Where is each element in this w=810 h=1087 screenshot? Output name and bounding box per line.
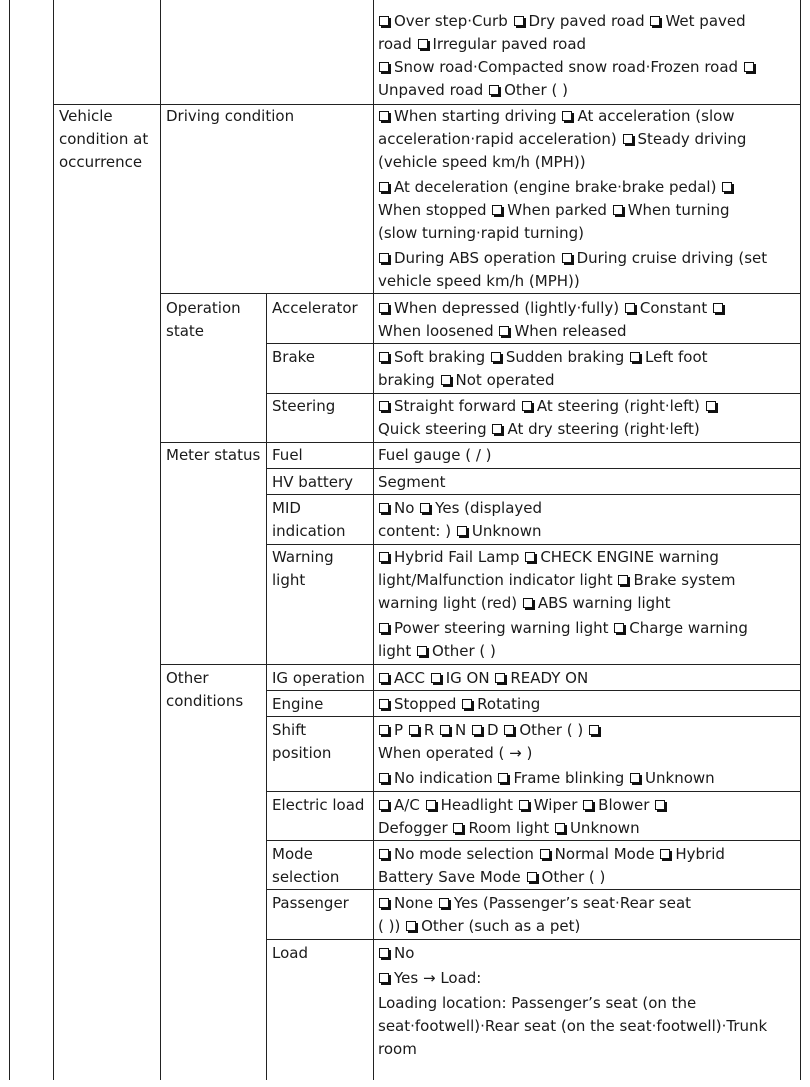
brake-label: Brake bbox=[272, 348, 316, 366]
checkbox-icon[interactable] bbox=[583, 800, 593, 810]
option-label: Dry paved road bbox=[528, 12, 650, 30]
option-line bbox=[378, 56, 759, 79]
checkbox-icon[interactable] bbox=[379, 800, 389, 810]
checkbox-icon[interactable] bbox=[555, 823, 565, 833]
option-label: Wiper bbox=[533, 796, 583, 814]
ig-operation-options bbox=[378, 667, 588, 690]
checkbox-icon[interactable] bbox=[439, 898, 449, 908]
row-divider bbox=[266, 544, 801, 545]
label-line: state bbox=[166, 322, 204, 340]
mode-selection-options bbox=[378, 843, 725, 889]
meter-status-label: Meter status bbox=[166, 446, 261, 464]
checkbox-icon[interactable] bbox=[492, 424, 502, 434]
ig-operation-label: IG operation bbox=[272, 669, 365, 687]
checkbox-icon[interactable] bbox=[706, 401, 716, 411]
option-line bbox=[378, 992, 767, 1015]
option-label: Other ( ) bbox=[504, 81, 568, 99]
option-label: None bbox=[394, 894, 438, 912]
checkbox-icon[interactable] bbox=[713, 303, 723, 313]
option-line bbox=[378, 346, 708, 369]
option-label: When turning bbox=[627, 201, 730, 219]
table-border-left bbox=[9, 0, 10, 1080]
option-label: A/C bbox=[394, 796, 425, 814]
option-text: (vehicle speed km/h (MPH)) bbox=[378, 153, 586, 171]
option-line bbox=[378, 693, 540, 716]
option-label: When starting driving bbox=[394, 107, 562, 125]
label-line: indication bbox=[272, 522, 346, 540]
checkbox-icon[interactable] bbox=[379, 182, 389, 192]
checkbox-icon[interactable] bbox=[457, 526, 467, 536]
option-line bbox=[378, 395, 721, 418]
option-line bbox=[378, 592, 748, 615]
steering-label: Steering bbox=[272, 397, 336, 415]
fuel-label: Fuel bbox=[272, 446, 303, 464]
option-line bbox=[378, 105, 767, 128]
option-label: Other ( ) bbox=[519, 721, 588, 739]
checkbox-icon[interactable] bbox=[379, 623, 389, 633]
option-text: Fuel gauge ( / ) bbox=[378, 446, 492, 464]
option-line bbox=[378, 369, 708, 392]
option-line bbox=[378, 33, 759, 56]
checkbox-icon[interactable] bbox=[462, 699, 472, 709]
checkbox-icon[interactable] bbox=[379, 898, 389, 908]
row-divider bbox=[266, 343, 801, 344]
checkbox-icon[interactable] bbox=[420, 503, 430, 513]
checkbox-icon[interactable] bbox=[522, 401, 532, 411]
option-label: Unknown bbox=[569, 819, 640, 837]
option-line bbox=[378, 617, 748, 640]
row-divider bbox=[266, 690, 801, 691]
checkbox-icon[interactable] bbox=[618, 575, 628, 585]
checkbox-icon[interactable] bbox=[379, 503, 389, 513]
option-label: At steering (right·left) bbox=[536, 397, 705, 415]
option-line bbox=[378, 247, 767, 270]
option-label: No mode selection bbox=[394, 845, 539, 863]
option-label: Headlight bbox=[440, 796, 518, 814]
option-line bbox=[378, 546, 748, 569]
row-divider bbox=[266, 939, 801, 940]
checkbox-icon[interactable] bbox=[499, 326, 509, 336]
option-label: No indication bbox=[394, 769, 498, 787]
option-line bbox=[378, 967, 767, 990]
label-line: MID bbox=[272, 499, 301, 517]
option-label: Straight forward bbox=[394, 397, 521, 415]
option-label: Not operated bbox=[455, 371, 555, 389]
checkbox-icon[interactable] bbox=[614, 623, 624, 633]
option-line bbox=[378, 1038, 767, 1061]
option-label: R bbox=[423, 721, 440, 739]
checkbox-icon[interactable] bbox=[498, 773, 508, 783]
option-line bbox=[378, 418, 721, 441]
option-text: ( )) bbox=[378, 917, 406, 935]
table-column-divider-2 bbox=[160, 0, 161, 1080]
option-text: vehicle speed km/h (MPH)) bbox=[378, 272, 580, 290]
checkbox-icon[interactable] bbox=[379, 16, 389, 26]
checkbox-icon[interactable] bbox=[472, 725, 482, 735]
checkbox-icon[interactable] bbox=[514, 16, 524, 26]
option-label: ACC bbox=[394, 669, 430, 687]
checkbox-icon[interactable] bbox=[379, 849, 389, 859]
checkbox-icon[interactable] bbox=[379, 552, 389, 562]
label-line: light bbox=[272, 571, 306, 589]
option-line bbox=[378, 794, 670, 817]
row-divider bbox=[160, 442, 801, 443]
option-label: Room light bbox=[468, 819, 554, 837]
mode-selection-label bbox=[272, 843, 339, 889]
accelerator-label: Accelerator bbox=[272, 299, 358, 317]
checkbox-icon[interactable] bbox=[504, 725, 514, 735]
table-column-divider-4 bbox=[373, 0, 374, 1080]
option-label: Other (such as a pet) bbox=[421, 917, 581, 935]
checkbox-icon[interactable] bbox=[623, 134, 633, 144]
option-label: Constant bbox=[639, 299, 713, 317]
load-label: Load bbox=[272, 944, 308, 962]
option-text: acceleration·rapid acceleration) bbox=[378, 130, 622, 148]
load-options bbox=[378, 942, 767, 1061]
electric-load-label: Electric load bbox=[272, 796, 365, 814]
option-label: Normal Mode bbox=[554, 845, 660, 863]
checkbox-icon[interactable] bbox=[650, 16, 660, 26]
option-label: N bbox=[455, 721, 472, 739]
option-text: Unpaved road bbox=[378, 81, 489, 99]
option-label: Blower bbox=[598, 796, 655, 814]
option-text: (slow turning·rapid turning) bbox=[378, 224, 584, 242]
option-label: Frame blinking bbox=[513, 769, 630, 787]
checkbox-icon[interactable] bbox=[379, 773, 389, 783]
engine-options bbox=[378, 693, 540, 716]
checkbox-icon[interactable] bbox=[440, 725, 450, 735]
checkbox-icon[interactable] bbox=[379, 62, 389, 72]
option-line bbox=[378, 892, 691, 915]
option-label: READY ON bbox=[510, 669, 589, 687]
option-text: When operated ( → ) bbox=[378, 744, 533, 762]
steering-options bbox=[378, 395, 721, 441]
brake-options bbox=[378, 346, 708, 392]
option-label: At acceleration (slow bbox=[577, 107, 735, 125]
label-line: Warning bbox=[272, 548, 334, 566]
option-line bbox=[378, 742, 715, 765]
option-label: Other ( ) bbox=[541, 868, 606, 886]
table-border-right bbox=[800, 0, 801, 1080]
mid-indication-label bbox=[272, 497, 346, 543]
checkbox-icon[interactable] bbox=[589, 725, 599, 735]
option-line bbox=[378, 817, 670, 840]
option-line bbox=[378, 497, 542, 520]
label-line: conditions bbox=[166, 692, 244, 710]
option-line bbox=[378, 320, 728, 343]
warning-light-options bbox=[378, 546, 748, 663]
hv-battery-label: HV battery bbox=[272, 473, 354, 491]
driving-condition-label: Driving condition bbox=[166, 107, 295, 125]
checkbox-icon[interactable] bbox=[379, 352, 389, 362]
option-label: D bbox=[487, 721, 504, 739]
checkbox-icon[interactable] bbox=[492, 205, 502, 215]
option-label: When depressed (lightly·fully) bbox=[394, 299, 624, 317]
checkbox-icon[interactable] bbox=[523, 598, 533, 608]
passenger-options bbox=[378, 892, 691, 938]
option-text: Segment bbox=[378, 473, 446, 491]
checkbox-icon[interactable] bbox=[431, 673, 441, 683]
checkbox-icon[interactable] bbox=[379, 401, 389, 411]
option-line bbox=[378, 719, 715, 742]
label-line: selection bbox=[272, 868, 340, 886]
checkbox-icon[interactable] bbox=[562, 253, 572, 263]
checkbox-icon[interactable] bbox=[418, 39, 428, 49]
option-label: Over step·Curb bbox=[394, 12, 513, 30]
checkbox-icon[interactable] bbox=[379, 673, 389, 683]
checkbox-icon[interactable] bbox=[426, 800, 436, 810]
label-line: Vehicle bbox=[59, 107, 113, 125]
checkbox-icon[interactable] bbox=[379, 725, 389, 735]
road-surface-options bbox=[378, 10, 759, 102]
option-line bbox=[378, 151, 767, 174]
label-line: condition at bbox=[59, 130, 149, 148]
option-text: seat·footwell)·Rear seat (on the seat·footwell)·Trunk bbox=[378, 1017, 768, 1035]
checkbox-icon[interactable] bbox=[379, 948, 389, 958]
checkbox-icon[interactable] bbox=[562, 111, 572, 121]
option-label: Yes (Passenger’s seat·Rear seat bbox=[453, 894, 692, 912]
option-label: At deceleration (engine brake·brake pedal) bbox=[394, 178, 722, 196]
label-line: Shift bbox=[272, 721, 307, 739]
checkbox-icon[interactable] bbox=[453, 823, 463, 833]
checkbox-icon[interactable] bbox=[660, 849, 670, 859]
checkbox-icon[interactable] bbox=[744, 62, 754, 72]
option-label: No bbox=[394, 499, 420, 517]
option-label: No bbox=[394, 944, 415, 962]
option-label: Snow road·Compacted snow road·Frozen road bbox=[394, 58, 743, 76]
option-label: When released bbox=[514, 322, 627, 340]
option-text: light/Malfunction indicator light bbox=[378, 571, 618, 589]
mid-indication-options bbox=[378, 497, 542, 543]
engine-label: Engine bbox=[272, 695, 324, 713]
row-divider bbox=[266, 393, 801, 394]
option-label: Brake system bbox=[633, 571, 736, 589]
option-label: CHECK ENGINE warning bbox=[540, 548, 719, 566]
option-label: Charge warning bbox=[629, 619, 748, 637]
shift-position-label bbox=[272, 719, 331, 765]
checkbox-icon[interactable] bbox=[527, 872, 537, 882]
option-line bbox=[378, 270, 767, 293]
checkbox-icon[interactable] bbox=[379, 303, 389, 313]
row-divider bbox=[160, 664, 801, 665]
option-line bbox=[378, 10, 759, 33]
option-text: Quick steering bbox=[378, 420, 492, 438]
option-line bbox=[378, 79, 759, 102]
label-line: Mode bbox=[272, 845, 313, 863]
row-divider bbox=[266, 840, 801, 841]
option-line bbox=[378, 471, 446, 494]
option-line bbox=[378, 843, 725, 866]
passenger-label: Passenger bbox=[272, 894, 349, 912]
driving-condition-options bbox=[378, 105, 767, 293]
option-label: IG ON bbox=[445, 669, 495, 687]
option-label: Soft braking bbox=[394, 348, 490, 366]
row-divider bbox=[266, 791, 801, 792]
option-label: Rotating bbox=[477, 695, 541, 713]
option-label: Hybrid Fail Lamp bbox=[394, 548, 525, 566]
checkbox-icon[interactable] bbox=[379, 111, 389, 121]
checkbox-icon[interactable] bbox=[379, 253, 389, 263]
option-label: Left foot bbox=[645, 348, 708, 366]
option-label: Unknown bbox=[645, 769, 715, 787]
checkbox-icon[interactable] bbox=[409, 725, 419, 735]
label-line: position bbox=[272, 744, 332, 762]
option-line bbox=[378, 520, 542, 543]
table-column-divider-3 bbox=[266, 293, 267, 1080]
option-label: Hybrid bbox=[675, 845, 725, 863]
row-divider bbox=[266, 494, 801, 495]
option-label: Wet paved bbox=[665, 12, 746, 30]
checkbox-icon[interactable] bbox=[525, 552, 535, 562]
checkbox-icon[interactable] bbox=[495, 673, 505, 683]
option-label: Steady driving bbox=[637, 130, 747, 148]
checkbox-icon[interactable] bbox=[540, 849, 550, 859]
checkbox-icon[interactable] bbox=[406, 921, 416, 931]
operation-state-label bbox=[166, 297, 241, 343]
checkbox-icon[interactable] bbox=[722, 182, 732, 192]
option-text: When stopped bbox=[378, 201, 492, 219]
fuel-options bbox=[378, 444, 492, 467]
checkbox-icon[interactable] bbox=[613, 205, 623, 215]
option-label: ABS warning light bbox=[537, 594, 671, 612]
option-label: Yes → Load: bbox=[394, 969, 482, 987]
electric-load-options bbox=[378, 794, 670, 840]
checkbox-icon[interactable] bbox=[379, 973, 389, 983]
shift-position-options bbox=[378, 719, 715, 790]
option-line bbox=[378, 640, 748, 663]
option-line bbox=[378, 667, 588, 690]
option-line bbox=[378, 942, 767, 965]
option-line bbox=[378, 222, 767, 245]
checkbox-icon[interactable] bbox=[625, 303, 635, 313]
option-label: During ABS operation bbox=[394, 249, 561, 267]
row-divider bbox=[266, 716, 801, 717]
accelerator-options bbox=[378, 297, 728, 343]
option-text: braking bbox=[378, 371, 440, 389]
option-label: Unknown bbox=[471, 522, 542, 540]
row-divider bbox=[266, 889, 801, 890]
checkbox-icon[interactable] bbox=[489, 85, 499, 95]
row-divider bbox=[266, 468, 801, 469]
option-text: warning light (red) bbox=[378, 594, 522, 612]
option-text: room bbox=[378, 1040, 417, 1058]
option-label: Irregular paved road bbox=[432, 35, 587, 53]
label-line: occurrence bbox=[59, 153, 143, 171]
option-line bbox=[378, 176, 767, 199]
option-line bbox=[378, 915, 691, 938]
checkbox-icon[interactable] bbox=[379, 699, 389, 709]
checkbox-icon[interactable] bbox=[630, 352, 640, 362]
hv-battery-options bbox=[378, 471, 446, 494]
option-label: Power steering warning light bbox=[394, 619, 614, 637]
row-divider bbox=[160, 293, 801, 294]
option-label: During cruise driving (set bbox=[576, 249, 768, 267]
option-text: Defogger bbox=[378, 819, 453, 837]
option-line bbox=[378, 1015, 767, 1038]
checkbox-icon[interactable] bbox=[655, 800, 665, 810]
option-text: road bbox=[378, 35, 417, 53]
option-label: At dry steering (right·left) bbox=[507, 420, 700, 438]
table-column-divider-1 bbox=[53, 0, 54, 1080]
option-label: P bbox=[394, 721, 408, 739]
option-label: Other ( ) bbox=[432, 642, 496, 660]
vehicle-condition-label bbox=[59, 105, 148, 174]
option-text: light bbox=[378, 642, 417, 660]
checkbox-icon[interactable] bbox=[417, 646, 427, 656]
option-line bbox=[378, 569, 748, 592]
checkbox-icon[interactable] bbox=[519, 800, 529, 810]
checkbox-icon[interactable] bbox=[441, 375, 451, 385]
option-line bbox=[378, 444, 492, 467]
option-line bbox=[378, 866, 725, 889]
label-line: Operation bbox=[166, 299, 241, 317]
option-line bbox=[378, 128, 767, 151]
option-label: When parked bbox=[507, 201, 612, 219]
option-text: Battery Save Mode bbox=[378, 868, 526, 886]
option-label: Sudden braking bbox=[505, 348, 630, 366]
option-label: Yes (displayed bbox=[435, 499, 543, 517]
option-line bbox=[378, 767, 715, 790]
checkbox-icon[interactable] bbox=[491, 352, 501, 362]
option-line bbox=[378, 297, 728, 320]
option-text: When loosened bbox=[378, 322, 499, 340]
option-text: Loading location: Passenger’s seat (on the bbox=[378, 994, 697, 1012]
checkbox-icon[interactable] bbox=[630, 773, 640, 783]
other-conditions-label bbox=[166, 667, 243, 713]
option-label: Stopped bbox=[394, 695, 462, 713]
option-text: content: ) bbox=[378, 522, 456, 540]
label-line: Other bbox=[166, 669, 209, 687]
option-line bbox=[378, 199, 767, 222]
warning-light-label bbox=[272, 546, 334, 592]
